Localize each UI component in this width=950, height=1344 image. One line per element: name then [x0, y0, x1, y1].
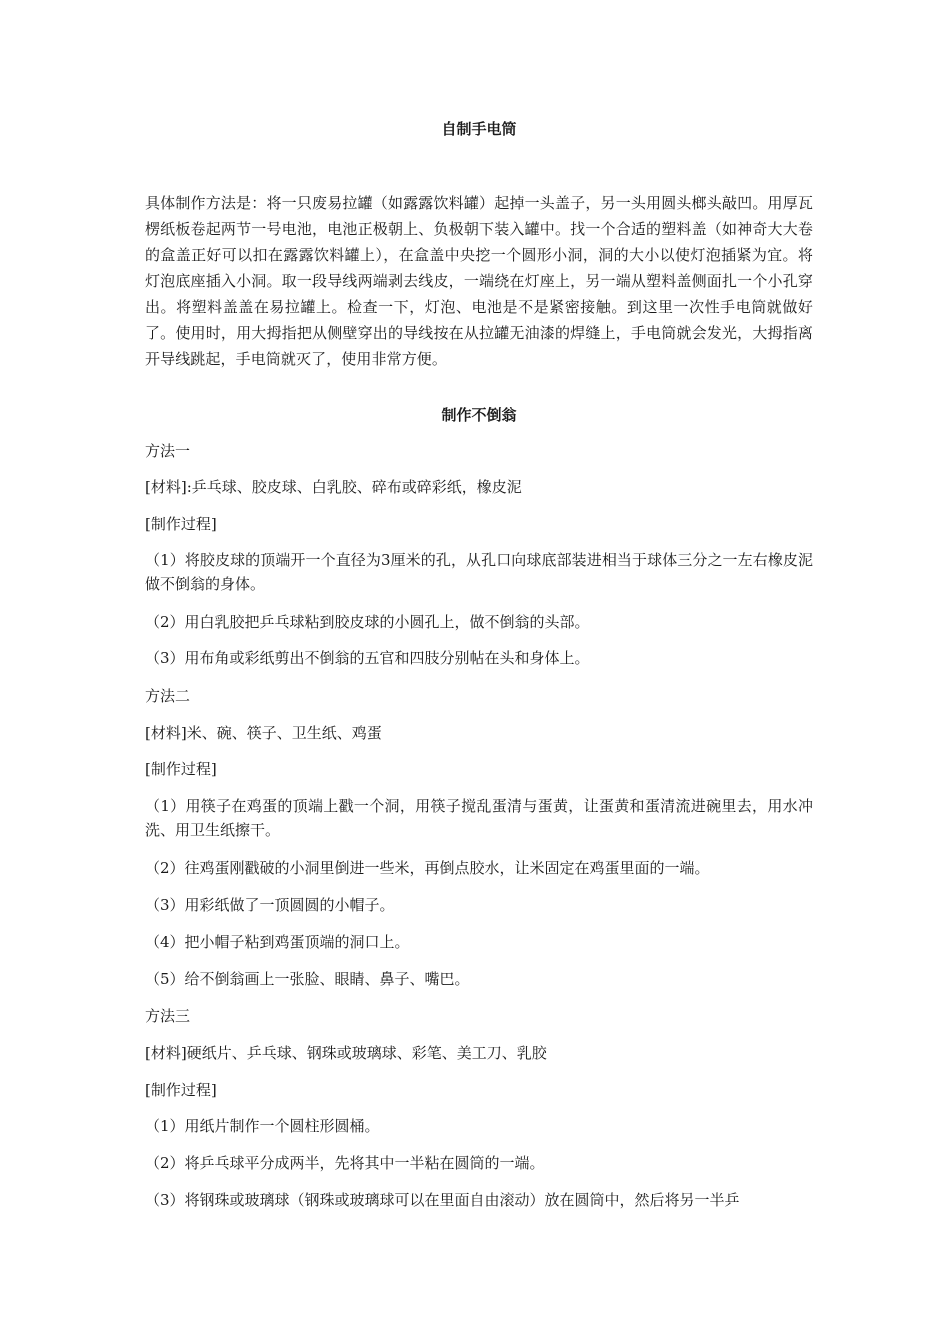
method2-process-heading: [制作过程]	[145, 760, 217, 778]
method3-step-1: （1）用纸片制作一个圆柱形圆桶。	[145, 1117, 380, 1135]
method2-step-3: （3）用彩纸做了一顶圆圆的小帽子。	[145, 896, 395, 914]
flashlight-instructions-paragraph: 具体制作方法是：将一只废易拉罐（如露露饮料罐）起掉一头盖子，另一头用圆头榔头敲凹。用厚瓦楞纸板卷起两节一号电池，电池正极朝上、负极朝下装入罐中。找一个合适的塑料盖（如神奇大大卷的盒盖正好可以扣在露露饮料罐上），在盒盖中央挖一个圆形小洞，洞的大小以使灯泡插紧为宜。将灯泡底座插入小洞。取一段导线两端剥去线皮，一端绕在灯座上，另一端从塑料盖侧面扎一个小孔穿出。将塑料盖盖在易拉罐上。检查一下，灯泡、电池是不是紧密接触。到这里一次性手电筒就做好了。使用时，用大拇指把从侧壁穿出的导线按在从拉罐无油漆的焊缝上，手电筒就会发光，大拇指离开导线跳起，手电筒就灭了，使用非常方便。	[145, 194, 813, 368]
method2-materials: [材料]米、碗、筷子、卫生纸、鸡蛋	[145, 724, 382, 742]
method1-step-3: （3）用布角或彩纸剪出不倒翁的五官和四肢分别帖在头和身体上。	[145, 649, 590, 667]
method1-step-1: （1）将胶皮球的顶端开一个直径为3厘米的孔，从孔口向球底部装进相当于球体三分之一左右橡皮泥做不倒翁的身体。	[145, 551, 813, 593]
method1-process-heading: [制作过程]	[145, 515, 217, 533]
method3-step-2: （2）将乒乓球平分成两半，先将其中一半粘在圆筒的一端。	[145, 1154, 545, 1172]
method2-heading: 方法二	[145, 687, 191, 705]
method3-heading: 方法三	[145, 1007, 191, 1025]
method1-heading: 方法一	[145, 442, 191, 460]
title-homemade-flashlight: 自制手电筒	[441, 120, 517, 138]
method3-step-3: （3）将钢珠或玻璃球（钢珠或玻璃球可以在里面自由滚动）放在圆筒中，然后将另一半乒	[145, 1191, 740, 1209]
method2-step-4: （4）把小帽子粘到鸡蛋顶端的洞口上。	[145, 933, 410, 951]
title-make-tumbler: 制作不倒翁	[441, 406, 517, 424]
method1-materials: [材料]:乒乓球、胶皮球、白乳胶、碎布或碎彩纸，橡皮泥	[145, 478, 522, 496]
method3-materials: [材料]硬纸片、乒乓球、钢珠或玻璃球、彩笔、美工刀、乳胶	[145, 1044, 547, 1062]
method1-step-2: （2）用白乳胶把乒乓球粘到胶皮球的小圆孔上，做不倒翁的头部。	[145, 613, 590, 631]
method2-step-5: （5）给不倒翁画上一张脸、眼睛、鼻子、嘴巴。	[145, 970, 470, 988]
method2-step-1: （1）用筷子在鸡蛋的顶端上戳一个洞，用筷子搅乱蛋清与蛋黄，让蛋黄和蛋清流进碗里去，用水冲洗、用卫生纸擦干。	[145, 797, 813, 839]
method3-process-heading: [制作过程]	[145, 1081, 217, 1099]
method2-step-2: （2）往鸡蛋刚戳破的小洞里倒进一些米，再倒点胶水，让米固定在鸡蛋里面的一端。	[145, 859, 710, 877]
